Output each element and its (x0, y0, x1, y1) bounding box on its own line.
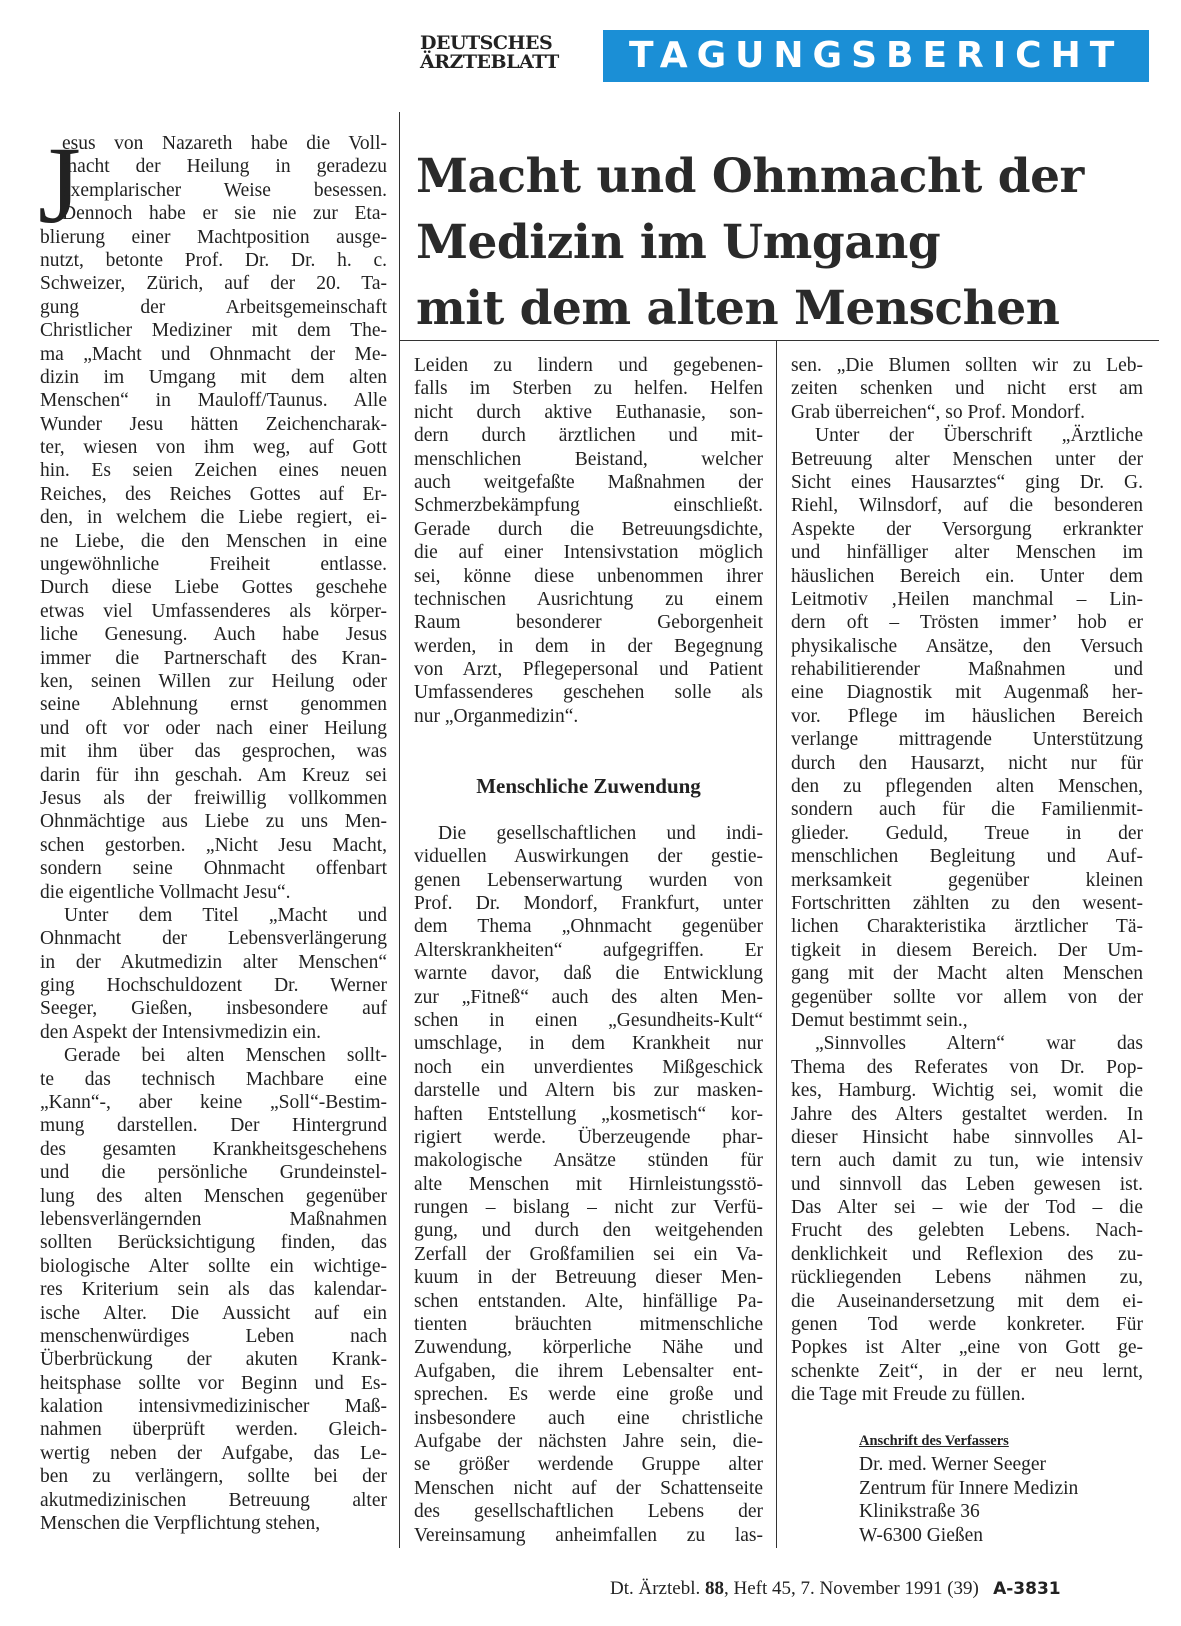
text-line: Ohnmacht der Lebensverlängerung (40, 928, 387, 950)
text-line: werden, in dem in der Begegnung (414, 635, 763, 657)
text-line: Christlicher Mediziner mit dem The- (40, 320, 387, 342)
text-line: gung der Arbeitsgemeinschaft (40, 296, 387, 318)
text-line: etwas viel Umfassenderes als körper- (40, 600, 387, 622)
text-line: und sinnvoll das Leben gewesen ist. (791, 1173, 1143, 1195)
text-line: dieser Hinsicht habe sinnvolles Al- (791, 1126, 1143, 1148)
address-heading: Anschrift des Verfassers (859, 1432, 1009, 1449)
text-line: kalation intensivmedizinischer Maß- (40, 1396, 387, 1418)
spacer (414, 752, 763, 775)
text-line: ne Liebe, die den Menschen in eine (40, 530, 387, 552)
text-line: Überbrückung der akuten Krank- (40, 1349, 387, 1371)
text-line: ma „Macht und Ohnmacht der Me- (40, 343, 387, 365)
text-line: Unter dem Titel „Macht und (64, 904, 387, 926)
text-line: kuum in der Betreuung dieser Men- (414, 1267, 763, 1289)
citation-rest: , Heft 45, 7. November 1991 (39) (723, 1578, 979, 1599)
citation-volume: 88 (704, 1578, 724, 1599)
text-line: Leiden zu lindern und gegebenen- (414, 355, 763, 376)
citation-prefix: Dt. Ärztebl. (610, 1578, 701, 1599)
text-line: Raum besonderer Geborgenheit (414, 612, 763, 634)
text-line: Umfassenderes geschehen solle als (414, 682, 763, 704)
text-line: von Arzt, Pflegepersonal und Patient (414, 659, 763, 681)
text-line: nahmen überprüft werden. Gleich- (40, 1419, 387, 1441)
text-line: immer die Partnerschaft des Kran- (40, 647, 387, 669)
text-line: Prof. Dr. Mondorf, Frankfurt, unter (414, 892, 763, 914)
text-line: insbesondere auch eine christliche (414, 1407, 763, 1429)
column-rule-right (776, 340, 777, 1548)
text-line: tern auch damit zu tun, wie intensiv (791, 1150, 1143, 1172)
text-line: und hinfälliger alter Menschen im (791, 542, 1143, 564)
spacer (414, 728, 763, 751)
text-line: menschenwürdiges Leben nach (40, 1325, 387, 1347)
text-line: Schweizer, Zürich, auf der 20. Ta- (40, 273, 387, 295)
text-line: Menschen nicht auf der Schattenseite (414, 1477, 763, 1499)
text-line: die auf einer Intensivstation möglich (414, 542, 763, 564)
text-line: durch den Hausarzt, nicht nur für (791, 752, 1143, 774)
text-line: Riehl, Wilnsdorf, auf die besonderen (791, 495, 1143, 517)
section-banner: TAGUNGSBERICHT (603, 30, 1149, 82)
text-line: genen Tod werde konkreter. Für (791, 1314, 1143, 1336)
spacer (414, 798, 763, 821)
text-line: Menschen die Verpflichtung stehen, (40, 1513, 321, 1535)
text-line: Die gesellschaftlichen und indi- (438, 822, 763, 844)
text-line: menschlichen Begleitung und Auf- (791, 846, 1143, 868)
text-line: blierung einer Machtposition ausge- (40, 226, 387, 248)
text-line: Leitmotiv ‚Heilen manchmal – Lin- (791, 588, 1143, 610)
text-line: in der Akutmedizin alter Menschen“ (40, 951, 387, 973)
text-line: exemplarischer Weise besessen. (62, 179, 387, 201)
drop-cap: J (38, 124, 81, 246)
text-line: lichen Charakteristika ärztlicher Tä- (791, 916, 1143, 938)
text-line: tienten bräuchten mitmenschliche (414, 1314, 763, 1336)
text-line: merksamkeit gegenüber kleinen (791, 869, 1143, 891)
text-line: Das Alter sei – wie der Tod – die (791, 1197, 1143, 1219)
text-line: des gesamten Krankheitsgeschehens (40, 1138, 387, 1160)
text-line: nutzt, betonte Prof. Dr. Dr. h. c. (40, 249, 387, 271)
text-line: gung, und durch den weitgehenden (414, 1220, 763, 1242)
masthead-logo (420, 34, 582, 82)
text-line: se größer werdende Gruppe alter (414, 1454, 763, 1476)
text-line: den Aspekt der Intensivmedizin ein. (40, 1021, 322, 1043)
text-line: lung des alten Menschen gegenüber (40, 1185, 387, 1207)
text-line: Aufgaben, die ihrem Lebensalter ent- (414, 1360, 763, 1382)
text-line: rungen – bislang – nicht zur Verfü- (414, 1197, 763, 1219)
text-line: Betreuung alter Menschen unter der (791, 448, 1143, 470)
text-line: kes, Hamburg. Wichtig sei, womit die (791, 1080, 1143, 1102)
text-line: glieder. Geduld, Treue in der (791, 822, 1143, 844)
text-line: rigiert werde. Überzeugende phar- (414, 1126, 763, 1148)
text-line: sen. „Die Blumen sollten wir zu Leb- (791, 355, 1143, 376)
text-line: rückliegenden Lebens nähmen zu, (791, 1267, 1143, 1289)
spacer (791, 1407, 1143, 1430)
text-line: die Auseinandersetzung mit dem ei- (791, 1290, 1143, 1312)
column-1 (38, 124, 387, 1535)
text-line: Demut bestimmt sein., (791, 1009, 968, 1031)
text-line: gang mit der Macht alten Menschen (791, 963, 1143, 985)
text-line: Jahre des Alters gestaltet werden. In (791, 1103, 1143, 1125)
text-line: ging Hochschuldozent Dr. Werner (40, 975, 387, 997)
column-2 (414, 354, 763, 1547)
text-line: Zuwendung, körperliche Nähe und (414, 1337, 763, 1359)
column-3 (791, 354, 1143, 1547)
text-line: darin für ihn geschah. Am Kreuz sei (40, 764, 387, 786)
text-line: Durch diese Liebe Gottes geschehe (40, 577, 387, 599)
text-line: mit ihm über das gesprochen, was (40, 741, 387, 763)
text-line: sollten Berücksichtigung finden, das (40, 1232, 387, 1254)
text-line: zur „Fitneß“ auch des alten Men- (414, 986, 763, 1008)
text-line: mung darstellen. Der Hintergrund (40, 1115, 387, 1137)
address-line: W-6300 Gießen (859, 1524, 984, 1546)
text-line: sei, könne diese unbenommen ihrer (414, 565, 763, 587)
text-line: den, in welchem die Liebe regiert, ei- (40, 507, 387, 529)
text-line: Ohnmächtige aus Liebe zu uns Men- (40, 811, 387, 833)
text-line: Seeger, Gießen, insbesondere auf (40, 998, 387, 1020)
text-line: Dennoch habe er sie nie zur Eta- (62, 203, 387, 225)
text-line: Vereinsamung anheimfallen zu las- (414, 1524, 763, 1546)
text-line: dizin im Umgang mit dem alten (40, 366, 387, 388)
text-line: dem Thema „Ohnmacht gegenüber (414, 916, 763, 938)
text-line: darstelle und Altern bis zur masken- (414, 1080, 763, 1102)
text-line: Frucht des gelebten Lebens. Nach- (791, 1220, 1143, 1242)
title-line: Medizin im Umgang (416, 215, 941, 270)
text-line: viduellen Auswirkungen der gestie- (414, 846, 763, 868)
text-line: te das technisch Machbare eine (40, 1068, 387, 1090)
text-line: liche Genesung. Auch habe Jesus (40, 624, 387, 646)
text-line: Unter der Überschrift „Ärztliche (815, 425, 1143, 447)
article-title (416, 144, 1158, 342)
text-line: sprechen. Es werde eine große und (414, 1384, 763, 1406)
text-line: verlange mittragende Unterstützung (791, 729, 1143, 751)
text-line: genen Lebenserwartung wurden von (414, 869, 763, 891)
section-subheading: Menschliche Zuwendung (476, 774, 701, 799)
address-line: Klinikstraße 36 (859, 1501, 980, 1523)
masthead-line2: ÄRZTEBLATT (420, 51, 559, 73)
text-line: lebensverlängernden Maßnahmen (40, 1208, 387, 1230)
text-line: denklichkeit und Reflexion des zu- (791, 1243, 1143, 1265)
text-line: sondern seine Ohnmacht offenbart (40, 858, 387, 880)
page-number: A-3831 (993, 1579, 1061, 1599)
text-line: rehabilitierender Maßnahmen und (791, 659, 1143, 681)
column-rule-left (399, 112, 400, 1548)
address-line: Dr. med. Werner Seeger (859, 1454, 1047, 1476)
text-line: haften Entstellung „kosmetisch“ kor- (414, 1103, 763, 1125)
text-line: Sicht eines Hausarztes“ ging Dr. G. (791, 471, 1143, 493)
text-line: tigkeit in diesem Bereich. Der Um- (791, 939, 1143, 961)
text-line: ken, seinen Willen zur Heilung oder (40, 670, 387, 692)
text-line: dern oft – Trösten immer’ hob er (791, 612, 1143, 634)
text-line: ter, wiesen von ihm weg, auf Gott (40, 437, 387, 459)
text-line: heitsphase sollte vor Beginn und Es- (40, 1372, 387, 1394)
text-line: des gesellschaftlichen Lebens der (414, 1501, 763, 1523)
text-line: Wunder Jesu hätten Zeichencharak- (40, 413, 387, 435)
text-line: nicht durch aktive Euthanasie, son- (414, 401, 763, 423)
text-line: ungewöhnliche Freiheit entlasse. (40, 554, 387, 576)
text-line: hin. Es seien Zeichen eines neuen (40, 460, 387, 482)
text-line: falls im Sterben zu helfen. Helfen (414, 378, 763, 400)
text-line: schen entstanden. Alte, hinfällige Pa- (414, 1290, 763, 1312)
text-line: Schmerzbekämpfung einschließt. (414, 495, 763, 517)
masthead-line1: DEUTSCHES (420, 32, 553, 54)
text-line: makologische Ansätze stünden für (414, 1150, 763, 1172)
text-line: Reiches, des Reiches Gottes auf Er- (40, 483, 387, 505)
text-line: macht der Heilung in geradezu (62, 156, 387, 178)
text-line: nur „Organmedizin“. (414, 705, 579, 727)
text-line: Menschen“ in Mauloff/Taunus. Alle (40, 390, 387, 412)
text-line: und die persönliche Grundeinstel- (40, 1162, 387, 1184)
text-line: und oft vor oder nach einer Heilung (40, 717, 387, 739)
text-line: technischen Ausrichtung zu einem (414, 588, 763, 610)
text-line: menschlichen Beistand, welcher (414, 448, 763, 470)
text-line: seine Ablehnung ernst genommen (40, 694, 387, 716)
text-line: noch ein unverdientes Mißgeschick (414, 1056, 763, 1078)
text-line: Aspekte der Versorgung erkrankter (791, 518, 1143, 540)
text-line: akutmedizinischen Betreuung alter (40, 1489, 387, 1511)
text-line: Thema des Referates von Dr. Pop- (791, 1056, 1143, 1078)
title-line: mit dem alten Menschen (416, 281, 1060, 336)
text-line: „Kann“-, aber keine „Soll“-Bestim- (40, 1092, 387, 1114)
text-line: die Tage mit Freude zu füllen. (791, 1384, 1026, 1406)
text-line: Gerade bei alten Menschen sollt- (64, 1045, 387, 1067)
text-line: dern durch ärztlichen und mit- (414, 425, 763, 447)
text-line: den zu pflegenden alten Menschen, (791, 776, 1143, 798)
text-line: schen gestorben. „Nicht Jesu Macht, (40, 834, 387, 856)
text-line: warnte davor, daß die Entwicklung (414, 963, 763, 985)
text-line: Popkes ist Alter „eine von Gott ge- (791, 1337, 1143, 1359)
text-line: die eigentliche Vollmacht Jesu“. (40, 881, 291, 903)
text-line: gegenüber sollte vor allem von der (791, 986, 1143, 1008)
address-line: Zentrum für Innere Medizin (859, 1477, 1079, 1499)
text-line: schenkte Zeit“, in der er neu lernt, (791, 1360, 1143, 1382)
text-line: „Sinnvolles Altern“ war das (815, 1033, 1143, 1055)
text-line: zeiten schenken und nicht erst am (791, 378, 1143, 400)
text-line: physikalische Ansätze, den Versuch (791, 635, 1143, 657)
page-footer (610, 1578, 1150, 1600)
text-line: Zerfall der Großfamilien sei ein Va- (414, 1243, 763, 1265)
text-line: schen in einen „Gesundheits-Kult“ (414, 1009, 763, 1031)
text-line: umschlage, in dem Krankheit nur (414, 1033, 763, 1055)
text-line: Gerade durch die Betreuungsdichte, (414, 518, 763, 540)
text-line: häuslichen Bereich ein. Unter dem (791, 565, 1143, 587)
text-line: Fortschritten zählten zu den wesent- (791, 892, 1143, 914)
text-line: eine Diagnostik mit Augenmaß her- (791, 682, 1143, 704)
text-line: wertig neben der Aufgabe, das Le- (40, 1442, 387, 1464)
text-line: esus von Nazareth habe die Voll- (62, 133, 387, 154)
text-line: Aufgabe der nächsten Jahre sein, die- (414, 1430, 763, 1452)
text-line: Alterskrankheiten“ aufgegriffen. Er (414, 939, 763, 961)
text-line: alte Menschen mit Hirnleistungsstö- (414, 1173, 763, 1195)
text-line: Grab überreichen“, so Prof. Mondorf. (791, 401, 1086, 423)
text-line: ische Alter. Die Aussicht auf ein (40, 1302, 387, 1324)
text-line: ben zu verlängern, sollte bei der (40, 1466, 387, 1488)
text-line: vor. Pflege im häuslichen Bereich (791, 705, 1143, 727)
text-line: res Kriterium sein als das kalendar- (40, 1279, 387, 1301)
title-line: Macht und Ohnmacht der (416, 149, 1084, 204)
text-line: biologische Alter sollte ein wichtige- (40, 1255, 387, 1277)
text-line: auch weitgefaßte Maßnahmen der (414, 471, 763, 493)
text-line: sondern auch für die Familienmit- (791, 799, 1143, 821)
text-line: Jesus als der freiwillig vollkommen (40, 787, 387, 809)
